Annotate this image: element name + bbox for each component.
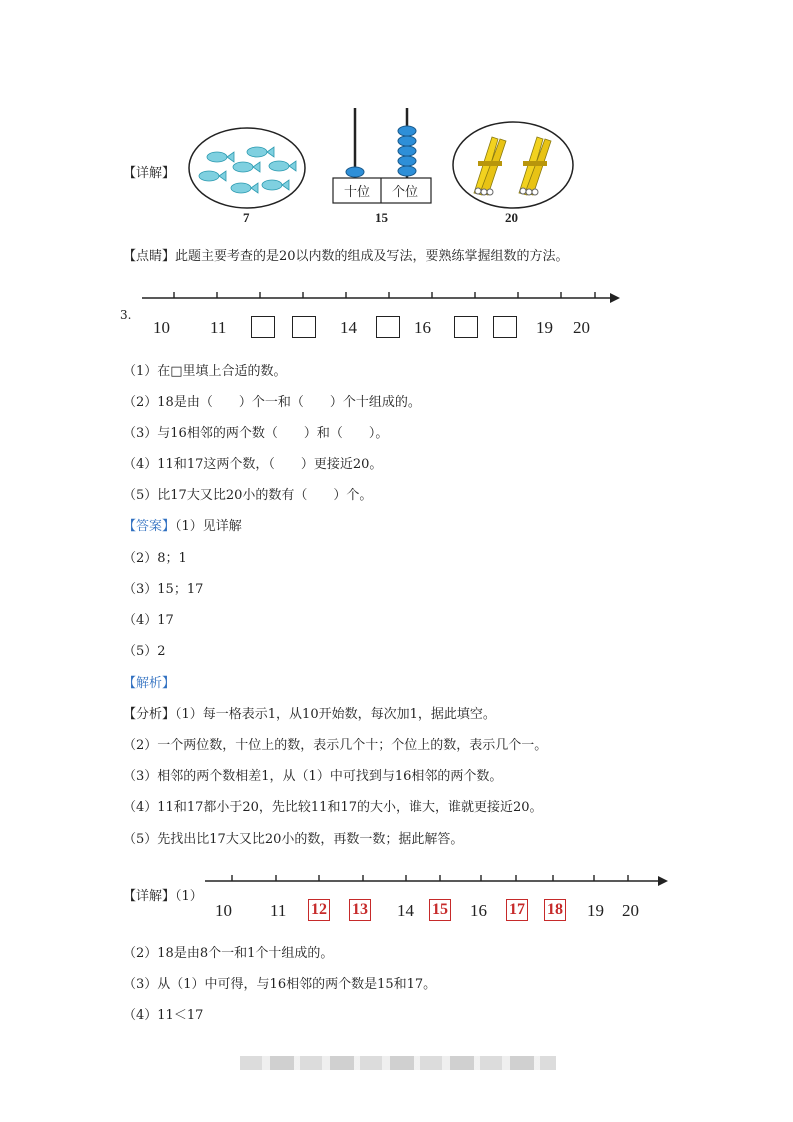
numberline-label: 19 xyxy=(587,901,604,920)
blurred-footer xyxy=(240,1056,556,1070)
numberline-label: 11 xyxy=(210,318,227,337)
detail2-item: （3）从（1）中可得，与16相邻的两个数是15和17。 xyxy=(123,977,437,992)
filled-answer-box: 12 xyxy=(308,899,330,921)
hint-label: 【点睛】 xyxy=(123,249,176,264)
question-part: （5）比17大又比20小的数有（ ）个。 xyxy=(123,488,373,503)
fig-label-abacus: 15 xyxy=(375,210,388,225)
filled-numberline-axis xyxy=(203,871,673,891)
question-number: 3. xyxy=(120,308,132,322)
filled-answer-box: 15 xyxy=(429,899,451,921)
fish-icon xyxy=(231,183,258,193)
fish-icon xyxy=(233,162,260,172)
detail-label: 【详解】 xyxy=(123,166,176,181)
answer-item: （2）8；1 xyxy=(123,551,187,566)
answer-item: （4）17 xyxy=(123,613,174,628)
numberline-label: 11 xyxy=(270,901,287,920)
question-part: （1）在□里填上合适的数。 xyxy=(123,364,287,379)
detail2-part: （1） xyxy=(175,889,203,904)
hint-line xyxy=(123,249,569,265)
blank-box[interactable] xyxy=(493,316,517,338)
numberline-label: 10 xyxy=(153,318,170,337)
analysis-label: 【解析】 xyxy=(123,676,176,691)
answer-item: （3）15；17 xyxy=(123,582,204,597)
blank-box[interactable] xyxy=(376,316,400,338)
filled-answer-box: 13 xyxy=(349,899,371,921)
filled-answer-box: 17 xyxy=(506,899,528,921)
answer-item: （1）见详解 xyxy=(175,519,242,534)
abacus-ones-label: 个位 xyxy=(392,185,419,200)
fig-label-fish: 7 xyxy=(243,210,250,225)
detail2-label: 【详解】 xyxy=(123,889,176,904)
filled-answer-box: 18 xyxy=(544,899,566,921)
blank-box[interactable] xyxy=(251,316,275,338)
fish-icon xyxy=(269,161,296,171)
numberline-label: 20 xyxy=(622,901,639,920)
stick-bundle-icon xyxy=(519,137,551,195)
detail2-item: （4）11＜17 xyxy=(123,1008,204,1023)
analysis-item: （3）相邻的两个数相差1，从（1）中可找到与16相邻的两个数。 xyxy=(123,769,503,784)
stick-bundles-oval xyxy=(453,122,573,208)
fish-icon xyxy=(199,171,226,181)
detail2-line xyxy=(123,889,203,905)
question-part: （4）11和17这两个数，（ ）更接近20。 xyxy=(123,457,383,472)
answer-label: 【答案】 xyxy=(123,519,176,534)
fig-label-sticks: 20 xyxy=(505,210,518,225)
numberline-label: 16 xyxy=(470,901,487,920)
analysis-item: （1）每一格表示1，从10开始数，每次加1，据此填空。 xyxy=(175,707,496,722)
question-part: （2）18是由（ ）个一和（ ）个十组成的。 xyxy=(123,395,421,410)
fish-icon xyxy=(207,152,234,162)
fish-icons xyxy=(199,147,296,193)
numberline-label: 16 xyxy=(414,318,431,337)
numberline-axis xyxy=(140,288,625,308)
abacus-tens-label: 十位 xyxy=(344,185,371,200)
fish-icon xyxy=(262,180,289,190)
blank-box[interactable] xyxy=(292,316,316,338)
analysis-item: （5）先找出比17大又比20小的数，再数一数；据此解答。 xyxy=(123,832,464,847)
stick-bundle-icon xyxy=(474,137,506,195)
hint-text: 此题主要考查的是20以内数的组成及写法，要熟练掌握组数的方法。 xyxy=(175,249,569,264)
question-part: （3）与16相邻的两个数（ ）和（ ）。 xyxy=(123,426,389,441)
blank-box[interactable] xyxy=(454,316,478,338)
analysis-line xyxy=(123,707,496,723)
numberline-label: 14 xyxy=(397,901,414,920)
numberline-label: 14 xyxy=(340,318,357,337)
numberline-label: 10 xyxy=(215,901,232,920)
numberline-label: 19 xyxy=(536,318,553,337)
analysis-item: （4）11和17都小于20，先比较11和17的大小，谁大，谁就更接近20。 xyxy=(123,800,543,815)
fenxi-label: 【分析】 xyxy=(123,707,176,722)
answer-line xyxy=(123,519,242,535)
answer-item: （5）2 xyxy=(123,644,166,659)
analysis-item: （2）一个两位数，十位上的数，表示几个十；个位上的数，表示几个一。 xyxy=(123,738,548,753)
numberline-label: 20 xyxy=(573,318,590,337)
detail2-item: （2）18是由8个一和1个十组成的。 xyxy=(123,946,334,961)
counting-figures xyxy=(185,105,585,213)
fish-icon xyxy=(247,147,274,157)
